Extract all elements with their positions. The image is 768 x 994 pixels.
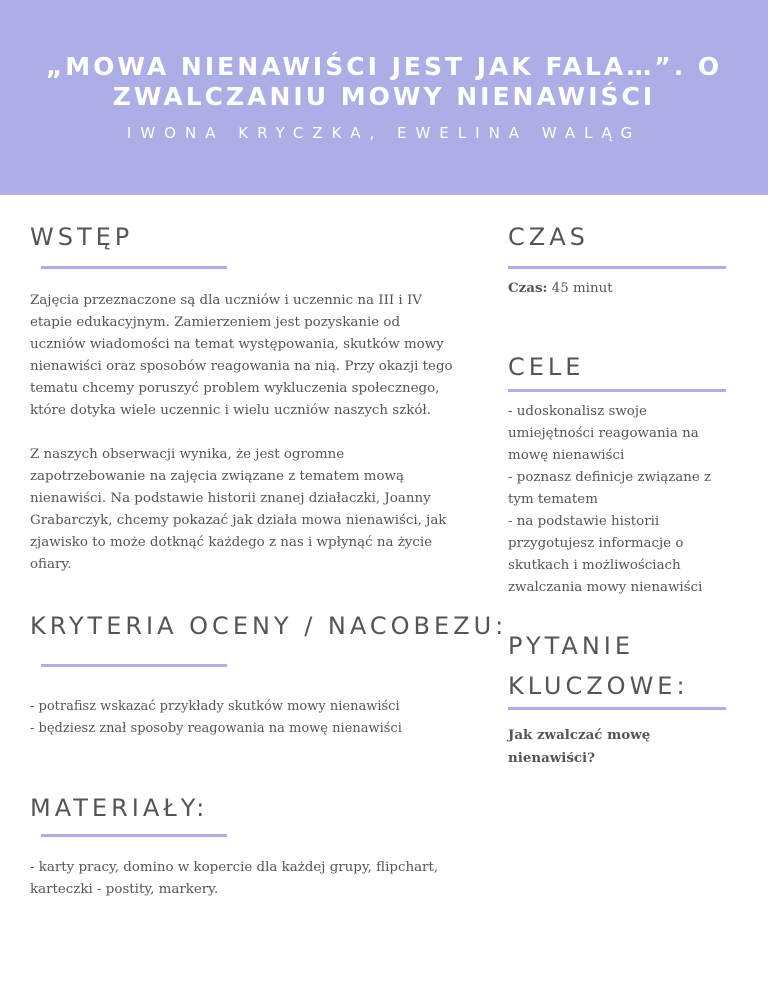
authors: IWONA KRYCZKA, EWELINA WALĄG [126,124,642,142]
goal-item: - poznasz definicje związane z tym tematem [508,470,712,507]
heading-kryteria: KRYTERIA OCENY / NACOBEZU: [30,612,508,640]
heading-cele: CELE [508,353,585,381]
intro-paragraph-2: Z naszych obserwacji wynika, że jest ogromne zapotrzebowanie na zajęcia związane z tematem mową nienawiści. Na podstawie historii znanej działaczki, Joanny Grabarczyk, chcemy pokazać jak działa mowa nienawiści, jak zjawisko to może dotknąć każdego z nas i wpłynąć na życie ofiary. [30,447,447,572]
divider-wstep [41,266,227,269]
divider-pytanie [508,707,726,710]
key-question-text: Jak zwalczać mowę nienawiści? [508,727,651,766]
time-label: Czas: [508,280,548,296]
heading-pytanie-line1: PYTANIE [508,632,635,660]
divider-kryteria [41,664,227,667]
divider-czas [508,266,726,269]
criteria-item: - będziesz znał sposoby reagowania na mowę nienawiści [30,721,402,736]
heading-wstep: WSTĘP [30,223,134,251]
criteria-item: - potrafisz wskazać przykłady skutków mowy nienawiści [30,699,400,714]
time-text [508,277,728,300]
intro-text [30,290,455,576]
key-question [508,724,688,770]
materials-text [30,857,460,901]
heading-czas: CZAS [508,223,589,251]
goal-item: - na podstawie historii przygotujesz informacje o skutkach i możliwościach zwalczania mowy nienawiści [508,514,703,595]
time-value: 45 minut [547,281,613,296]
criteria-list [30,696,470,740]
goal-item: - udoskonalisz swoje umiejętności reagowania na mowę nienawiści [508,404,699,463]
document-title: „MOWA NIENAWIŚCI JEST JAK FALA…”. O ZWALCZANIU MOWY NIENAWIŚCI [45,52,723,111]
divider-materialy [41,834,227,837]
intro-paragraph-1: Zajęcia przeznaczone są dla uczniów i uczennic na III i IV etapie edukacyjnym. Zamierzeniem jest pozyskanie od uczniów wiadomości na temat występowania, skutków mowy nienawiści oraz sposobów reagowania na nią. Przy okazji tego tematu chcemy poruszyć problem wykluczenia społecznego, które dotyka wiele uczennic i wielu uczniów naszych szkół. [30,293,453,418]
goals-list [508,401,728,599]
heading-pytanie [508,626,689,706]
divider-cele [508,389,726,392]
heading-materialy: MATERIAŁY: [30,794,209,822]
header-banner [0,0,768,195]
materials-paragraph: - karty pracy, domino w kopercie dla każdej grupy, flipchart, karteczki - postity, markery. [30,860,439,897]
heading-pytanie-line2: KLUCZOWE: [508,672,689,700]
